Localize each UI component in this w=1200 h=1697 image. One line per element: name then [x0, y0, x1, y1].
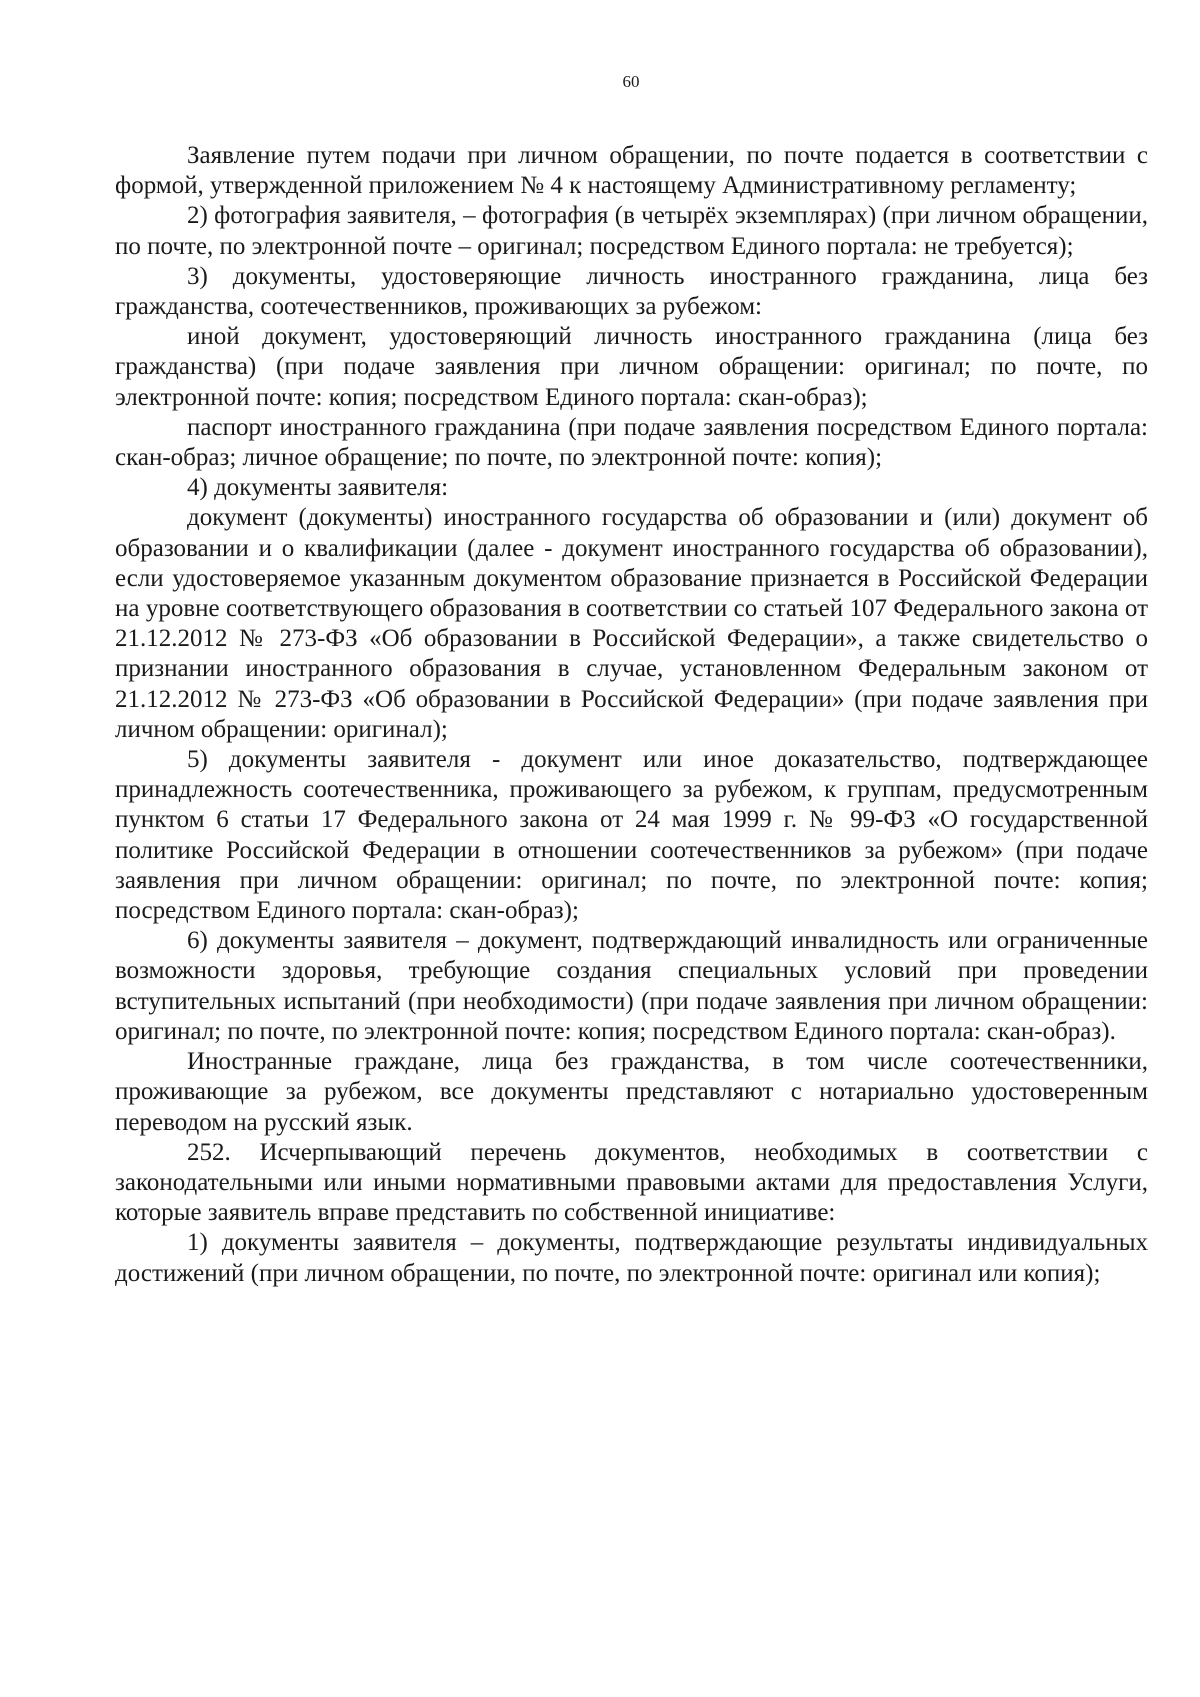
paragraph-other-identity-document: иной документ, удостоверяющий личность иностранного гражданина (лица без гражданства) (при подаче заявления при личном обращении: оригинал; по почте, по электронной почте: копия; посредством Единого портала: скан-образ);: [115, 323, 1148, 411]
paragraph-item-4-applicant-documents: 4) документы заявителя:: [187, 474, 449, 502]
paragraph-notarized-translation: Иностранные граждане, лица без гражданства, в том числе соотечественники, проживающие за рубежом, все документы представляют с нотариально удостоверенным переводом на русский язык.: [115, 1048, 1148, 1136]
paragraph-item-2-photo: 2) фотография заявителя, – фотография (в четырёх экземплярах) (при личном обращении, по почте, по электронной почте – оригинал; посредством Единого портала: не требуется);: [115, 202, 1148, 260]
paragraph-item-1-individual-achievements: 1) документы заявителя – документы, подтверждающие результаты индивидуальных достижений (при личном обращении, по почте, по электронной почте: оригинал или копия);: [115, 1229, 1148, 1287]
paragraph-foreign-passport: паспорт иностранного гражданина (при подаче заявления посредством Единого портала: скан-образ; личное обращение; по почте, по электронной почте: копия);: [115, 413, 1148, 472]
paragraph-application-submission: Заявление путем подачи при личном обращении, по почте подается в соответствии с формой, утвержденной приложением № 4 к настоящему Административному регламенту;: [115, 142, 1148, 200]
paragraph-education-documents: документ (документы) иностранного государства об образовании и (или) документ об образовании и о квалификации (далее - документ иностранного государства об образовании), если удостоверяемое указанным документом образование признается в Российской Федерации на уровне соответствующего образования в соответствии со статьей 107 Федерального закона от 21.12.2012 № 273-ФЗ «Об образовании в Российской Федерации», а также свидетельство о признании иностранного образования в случае, установленном Федеральным законом от 21.12.2012 № 273-ФЗ «Об образовании в Российской Федерации» (при подаче заявления при личном обращении: оригинал);: [115, 504, 1148, 743]
paragraph-item-5-compatriot-proof: 5) документы заявителя - документ или иное доказательство, подтверждающее принадлежность соотечественника, проживающего за рубежом, к группам, предусмотренным пунктом 6 статьи 17 Федерального закона от 24 мая 1999 г. № 99-ФЗ «О государственной политике Российской Федерации в отношении соотечественников за рубежом» (при подаче заявления при личном обращении: оригинал; по почте, по электронной почте: копия; посредством Единого портала: скан-образ);: [115, 746, 1148, 925]
paragraph-252-optional-documents: 252. Исчерпывающий перечень документов, необходимых в соответствии с законодательными или иными нормативными правовыми актами для предоставления Услуги, которые заявитель вправе представить по собственной инициативе:: [115, 1138, 1148, 1227]
document-body: [115, 141, 1148, 1289]
paragraph-item-6-disability-document: 6) документы заявителя – документ, подтверждающий инвалидность или ограниченные возможности здоровья, требующие создания специальных условий при проведении вступительных испытаний (при необходимости) (при подаче заявления при личном обращении: оригинал; по почте, по электронной почте: копия; посредством Единого портала: скан-образ).: [115, 927, 1148, 1045]
paragraph-item-3-identity-documents: 3) документы, удостоверяющие личность иностранного гражданина, лица без гражданства, соотечественников, проживающих за рубежом:: [115, 262, 1148, 321]
page-number: 60: [622, 72, 640, 91]
